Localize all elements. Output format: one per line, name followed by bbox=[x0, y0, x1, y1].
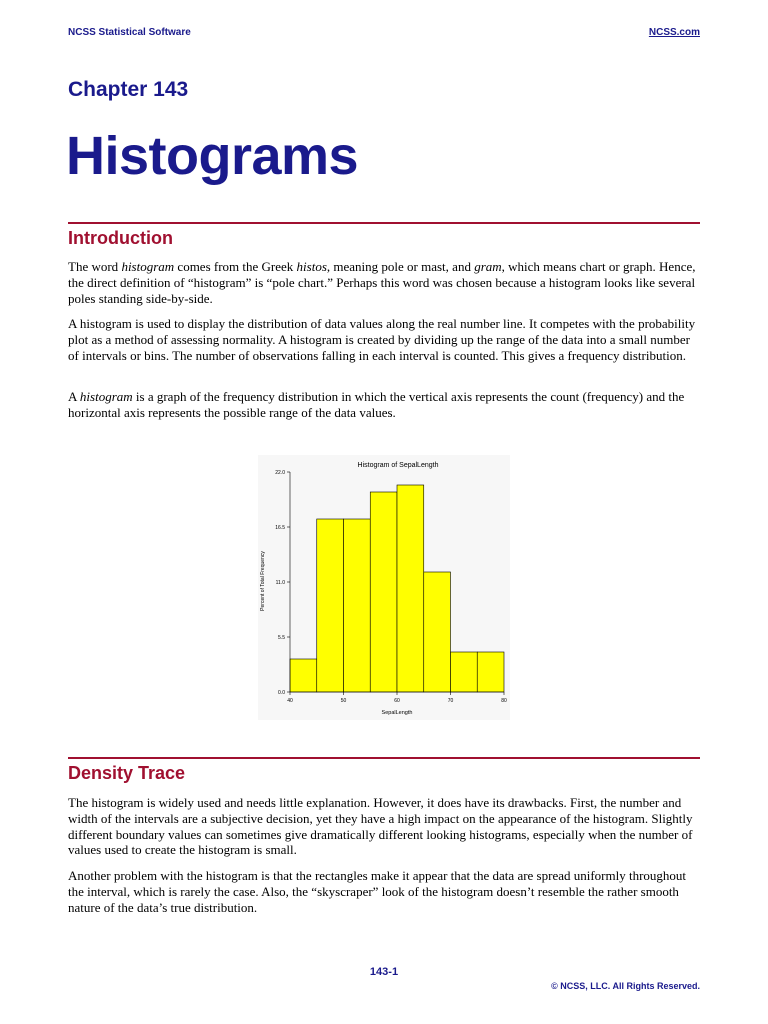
y-tick-label: 16.5 bbox=[275, 525, 285, 531]
x-axis-label: SepalLength bbox=[381, 710, 413, 716]
histogram-chart bbox=[258, 455, 510, 720]
histogram-bar bbox=[397, 485, 424, 692]
y-tick-label: 0.0 bbox=[278, 690, 285, 696]
x-tick-label: 70 bbox=[447, 698, 454, 704]
header-website-link[interactable]: NCSS.com bbox=[648, 27, 700, 38]
histogram-bar bbox=[370, 492, 397, 692]
x-tick-label: 50 bbox=[340, 698, 347, 704]
histogram-bar bbox=[451, 652, 478, 692]
copyright-notice: © NCSS, LLC. All Rights Reserved. bbox=[551, 981, 700, 991]
running-header bbox=[68, 27, 700, 41]
histogram-bar bbox=[290, 659, 317, 692]
section-heading-introduction: Introduction bbox=[68, 228, 173, 248]
y-tick-label: 11.0 bbox=[275, 580, 285, 586]
intro-paragraph-3: A histogram is a graph of the frequency distribution in which the vertical axis represents the count (frequency) and the horizontal axis represents the possible range of the data values. bbox=[68, 389, 685, 420]
density-paragraph-1: The histogram is widely used and needs little explanation. However, it does have its drawbacks. First, the number and width of the intervals are a subjective decision, yet they have a high impact on the appearance of the histogram. Slightly different boundary values can sometimes give dramatically different looking histograms, especially when the number of values used to create the histogram is small. bbox=[68, 795, 693, 858]
histogram-bar bbox=[344, 519, 371, 692]
chart-title: Histogram of SepalLength bbox=[357, 462, 439, 469]
page-number: 143-1 bbox=[369, 966, 399, 978]
histogram-bar bbox=[424, 572, 451, 692]
chapter-number: Chapter 143 bbox=[68, 78, 189, 101]
histogram-figure bbox=[258, 455, 510, 720]
x-tick-label: 40 bbox=[287, 698, 293, 704]
x-tick-label: 60 bbox=[394, 698, 400, 704]
histogram-bar bbox=[477, 652, 504, 692]
y-axis-label: Percent of Total Frequency bbox=[260, 551, 266, 611]
intro-paragraph-2: A histogram is used to display the distribution of data values along the real number line. It competes with the probability plot as a method of assessing normality. A histogram is created by dividing up the range of the data into a small number of intervals or bins. The number of observations falling in each interval is counted. This gives a frequency distribution. bbox=[68, 316, 696, 363]
histogram-bar bbox=[317, 519, 344, 692]
x-tick-label: 80 bbox=[501, 698, 507, 704]
section-heading-density-trace: Density Trace bbox=[68, 763, 186, 783]
y-tick-label: 5.5 bbox=[278, 635, 285, 641]
page-title: Histograms bbox=[66, 126, 359, 186]
intro-paragraph-1: The word histogram comes from the Greek histos, meaning pole or mast, and gram, which means chart or graph. Hence, the direct definition of “histogram” is “pole chart.” Perhaps this word was chosen because a histogram looks like several poles standing side-by-side. bbox=[68, 259, 696, 306]
header-software-name: NCSS Statistical Software bbox=[68, 27, 191, 38]
density-paragraph-2: Another problem with the histogram is that the rectangles make it appear that the data are spread uniformly throughout the interval, which is rarely the case. Also, the “skyscraper” look of the histogram doesn’t resemble the rather smooth nature of the data’s true distribution. bbox=[68, 868, 687, 915]
section-divider bbox=[68, 222, 700, 224]
histogram-bars bbox=[290, 485, 504, 692]
y-axis bbox=[275, 470, 290, 696]
x-axis bbox=[287, 692, 507, 704]
y-tick-label: 22.0 bbox=[275, 470, 285, 476]
section-divider bbox=[68, 757, 700, 759]
